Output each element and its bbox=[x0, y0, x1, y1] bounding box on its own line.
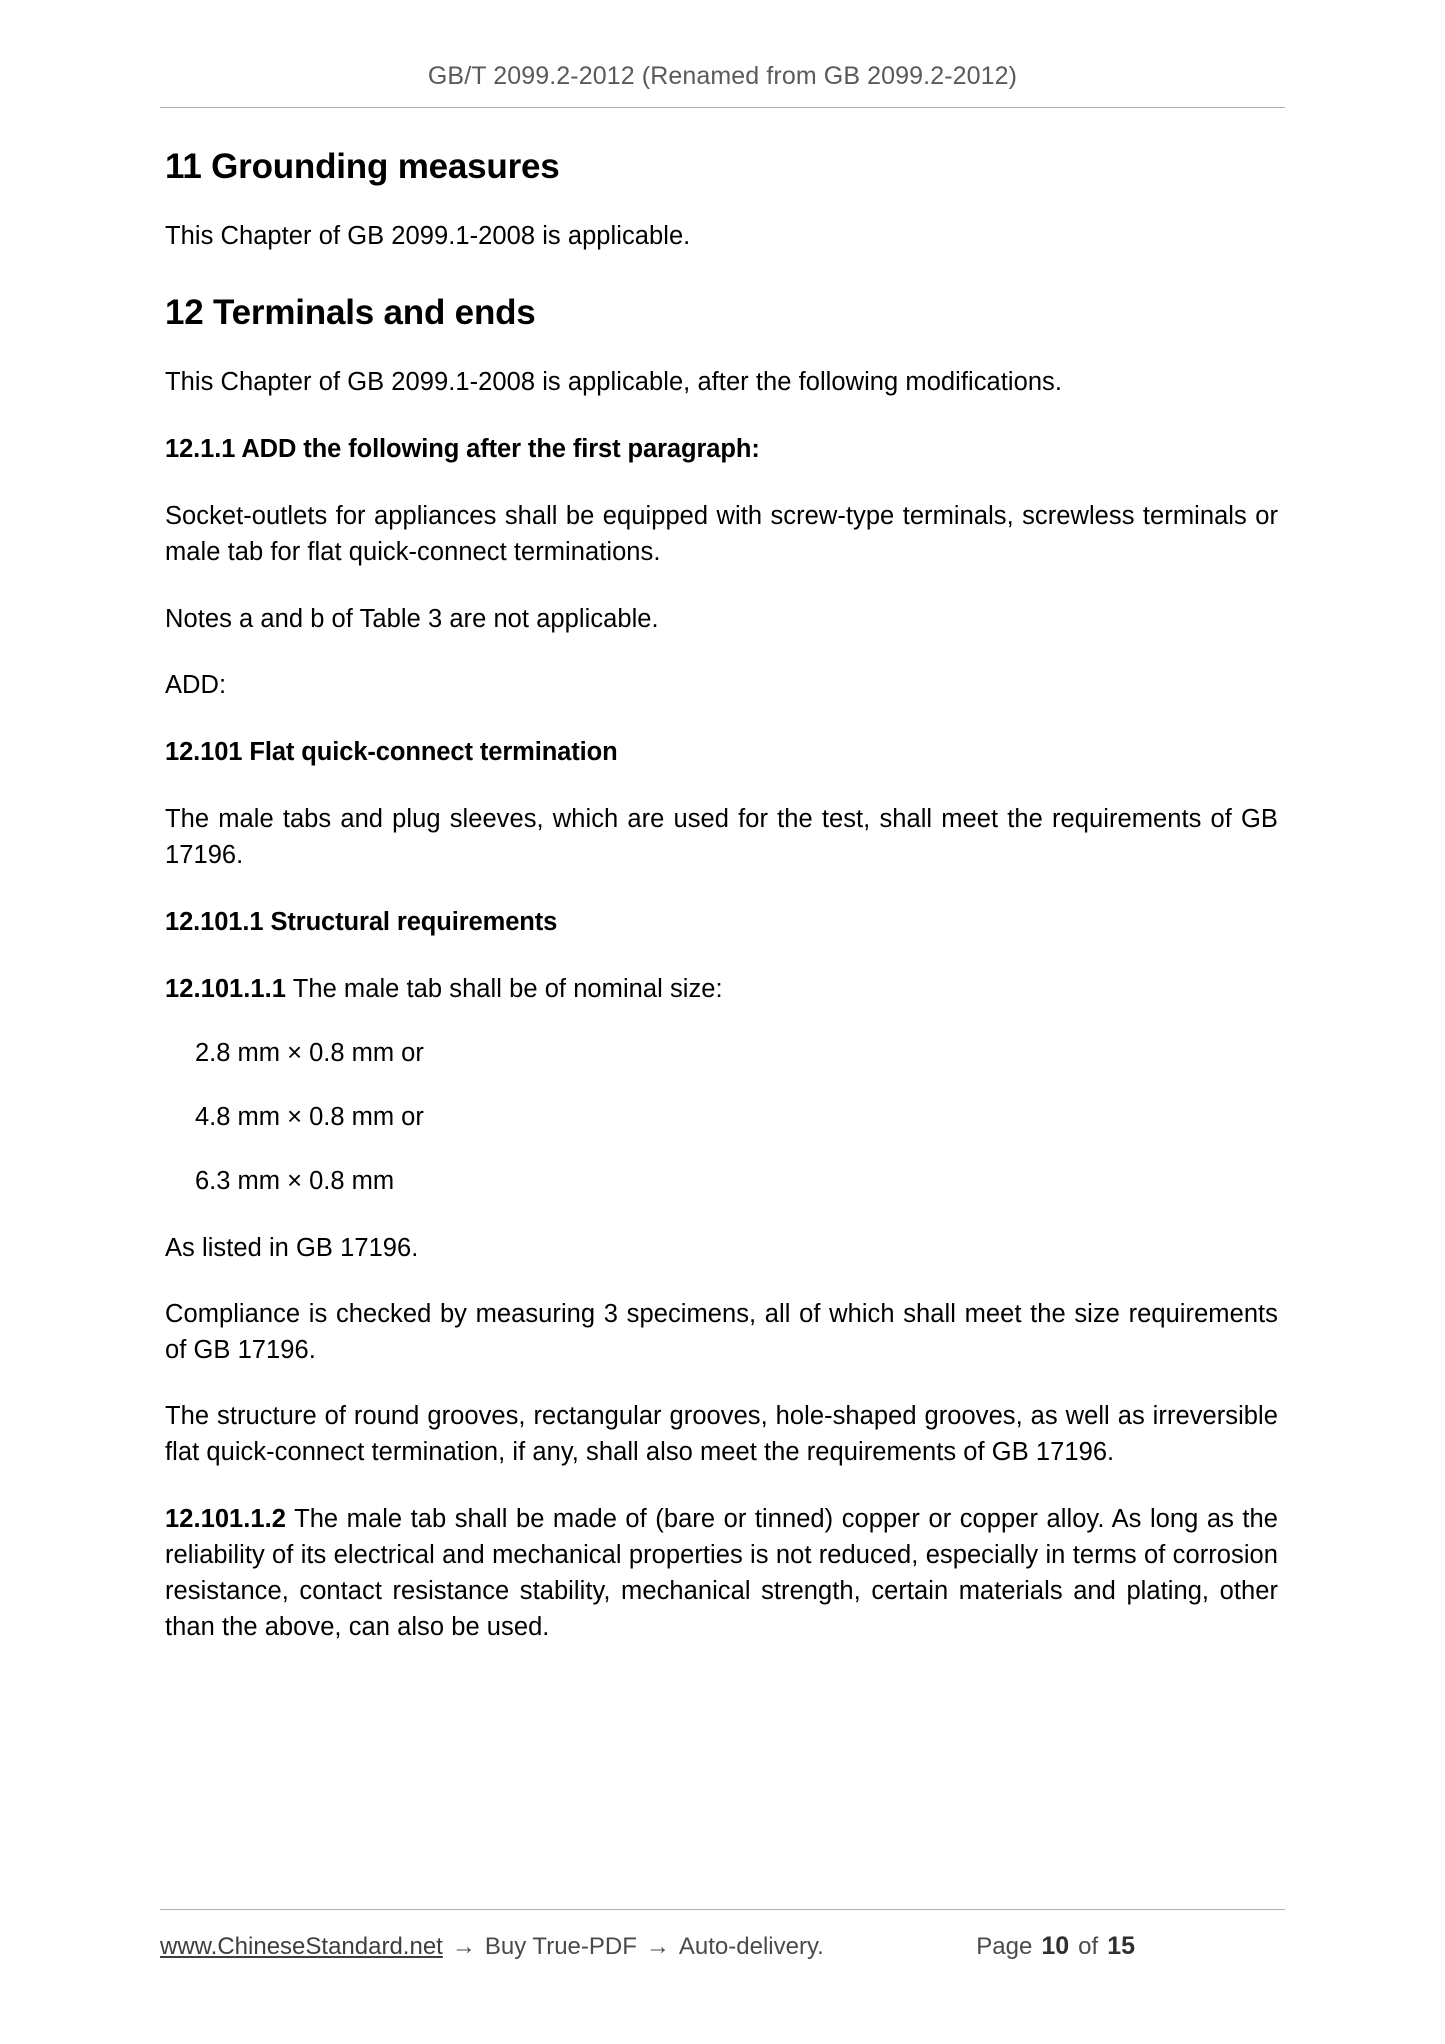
header-title: GB/T 2099.2-2012 (Renamed from GB 2099.2-2012) bbox=[427, 62, 1018, 90]
paragraph-as-listed: As listed in GB 17196. bbox=[165, 1233, 419, 1262]
paragraph-add-label: ADD: bbox=[165, 670, 227, 699]
subheading-12-1-1: 12.1.1 ADD the following after the first paragraph: bbox=[165, 435, 760, 464]
arrow-right-icon: → bbox=[645, 1933, 670, 1960]
of-label: of bbox=[1078, 1933, 1099, 1960]
total-page-count: 15 bbox=[1107, 1932, 1135, 1960]
clause-number-12-101-1-2: 12.101.1.2 bbox=[165, 1504, 287, 1533]
size-item: 6.3 mm × 0.8 mm bbox=[195, 1167, 395, 1196]
header-divider bbox=[160, 107, 1285, 108]
footer-row bbox=[160, 1932, 1285, 1961]
paragraph-male-tabs-plug-sleeves: The male tabs and plug sleeves, which are used for the test, shall meet the requirements of GB 17196. bbox=[165, 804, 1278, 869]
paragraph-socket-outlets: Socket-outlets for appliances shall be equipped with screw-type terminals, screwless terminals or male tab for flat quick-connect terminations. bbox=[165, 502, 1278, 567]
size-item: 2.8 mm × 0.8 mm or bbox=[195, 1038, 424, 1067]
current-page-number: 10 bbox=[1041, 1932, 1070, 1960]
paragraph-notes-table-3: Notes a and b of Table 3 are not applicable. bbox=[165, 604, 659, 633]
chinese-standard-link[interactable]: www.ChineseStandard.net bbox=[160, 1933, 443, 1960]
arrow-right-icon: → bbox=[451, 1933, 476, 1960]
size-item: 4.8 mm × 0.8 mm or bbox=[195, 1103, 424, 1132]
subheading-12-101: 12.101 Flat quick-connect termination bbox=[165, 737, 618, 766]
paragraph-chapter-12-applicable: This Chapter of GB 2099.1-2008 is applicable, after the following modifications. bbox=[165, 368, 1062, 397]
paragraph-12-101-1-1 bbox=[165, 971, 1278, 1007]
footer-divider bbox=[160, 1909, 1285, 1910]
page-number-group bbox=[976, 1932, 1285, 1961]
auto-delivery-label: Auto-delivery. bbox=[678, 1933, 824, 1960]
paragraph-chapter-11-applicable: This Chapter of GB 2099.1-2008 is applicable. bbox=[165, 222, 691, 250]
page-header bbox=[160, 62, 1285, 108]
buy-true-pdf-label: Buy True-PDF bbox=[484, 1933, 637, 1960]
paragraph-compliance: Compliance is checked by measuring 3 specimens, all of which shall meet the size requirements of GB 17196. bbox=[165, 1299, 1278, 1364]
clause-text-12-101-1-1: The male tab shall be of nominal size: bbox=[286, 974, 723, 1003]
clause-number-12-101-1-1: 12.101.1.1 bbox=[165, 974, 287, 1003]
page-label: Page bbox=[976, 1933, 1033, 1960]
section-heading-12: 12 Terminals and ends bbox=[165, 293, 536, 333]
subheading-12-101-1: 12.101.1 Structural requirements bbox=[165, 908, 558, 936]
document-body bbox=[165, 130, 1278, 1645]
paragraph-12-101-1-2 bbox=[165, 1501, 1278, 1646]
section-heading-11: 11 Grounding measures bbox=[165, 147, 560, 186]
paragraph-structure-grooves: The structure of round grooves, rectangular grooves, hole-shaped grooves, as well as irreversible flat quick-connect termination, if any, shall also meet the requirements of GB 17196. bbox=[165, 1402, 1278, 1467]
footer-left-group bbox=[160, 1933, 824, 1961]
page-footer bbox=[160, 1909, 1285, 1961]
clause-text-12-101-1-2: The male tab shall be made of (bare or tinned) copper or copper alloy. As long as the reliability of its electrical and mechanical properties is not reduced, especially in terms of corrosion resistance, contact resistance stability, mechanical strength, certain materials and plating, other than the above, can also be used. bbox=[165, 1504, 1278, 1642]
